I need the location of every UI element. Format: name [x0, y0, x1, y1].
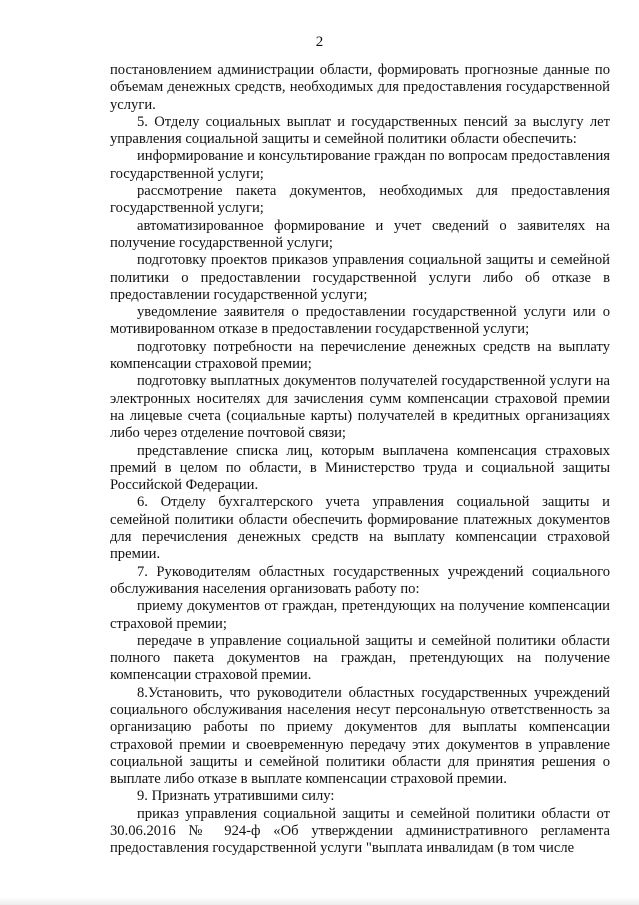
paragraph-subitem: представление списка лиц, которым выплачена компенсация страховых премий в целом по области, в Министерство труда и социальной защиты Российской Федерации. [110, 442, 610, 494]
scan-edge-shadow [0, 897, 639, 905]
paragraph-item-9: 9. Признать утратившими силу: [137, 788, 335, 805]
document-body [110, 62, 610, 858]
paragraph-item-7: 7. Руководителям областных государственных учреждений социального обслуживания населения организовать работу по: [110, 563, 610, 597]
paragraph-subitem: автоматизированное формирование и учет сведений о заявителях на получение государственной услуги; [110, 217, 610, 251]
paragraph-subitem: рассмотрение пакета документов, необходимых для предоставления государственной услуги; [110, 183, 610, 217]
paragraph-subitem: подготовку потребности на перечисление денежных средств на выплату компенсации страховой премии; [110, 338, 610, 373]
paragraph-item-5: 5. Отделу социальных выплат и государственных пенсий за выслугу лет управления социальной защиты и семейной политики области обеспечить: [110, 113, 610, 148]
paragraph-item-6: 6. Отделу бухгалтерского учета управления социальной защиты и семейной политики области обеспечить формирование платежных документов для перечисления денежных средств на выплату компенсации страховой премии. [110, 494, 610, 563]
paragraph-subitem: подготовку выплатных документов получателей государственной услуги на электронных носителях для зачисления сумм компенсации страховой премии на лицевые счета (социальные карты) получателей в кредитных организациях либо через отделение почтовой связи; [110, 373, 610, 442]
page-number: 2 [315, 34, 324, 50]
paragraph-subitem: подготовку проектов приказов управления социальной защиты и семейной политики о предоставлении государственной услуги либо об отказе в предоставлении государственной услуги; [110, 252, 610, 303]
paragraph-subitem: уведомление заявителя о предоставлении государственной услуги или о мотивированном отказе в предоставлении государственной услуги; [110, 304, 610, 338]
paragraph-subitem: передаче в управление социальной защиты и семейной политики области полного пакета документов на граждан, претендующих на получение компенсации страховой премии. [110, 632, 610, 684]
paragraph-subitem: приказ управления социальной защиты и семейной политики области от 30.06.2016 № 924-ф «Об утверждении административного регламента предоставления государственной услуги "выплата инвалидам (в том числе [110, 805, 610, 857]
paragraph-item-8: 8.Установить, что руководители областных государственных учреждений социального обслуживания населения несут персональную ответственность за организацию работы по приему документов для выплаты компенсации страховой премии и своевременную передачу этих документов в управление социальной защиты и семейной политики области для принятия решения о выплате либо отказе в выплате компенсации страховой премии. [110, 684, 610, 788]
paragraph-subitem: приему документов от граждан, претендующих на получение компенсации страховой премии; [110, 598, 610, 632]
paragraph-continuation: постановлением администрации области, формировать прогнозные данные по объемам денежных средств, необходимых для предоставления государственной услуги. [110, 62, 610, 113]
paragraph-subitem: информирование и консультирование граждан по вопросам предоставления государственной услуги; [110, 148, 610, 182]
